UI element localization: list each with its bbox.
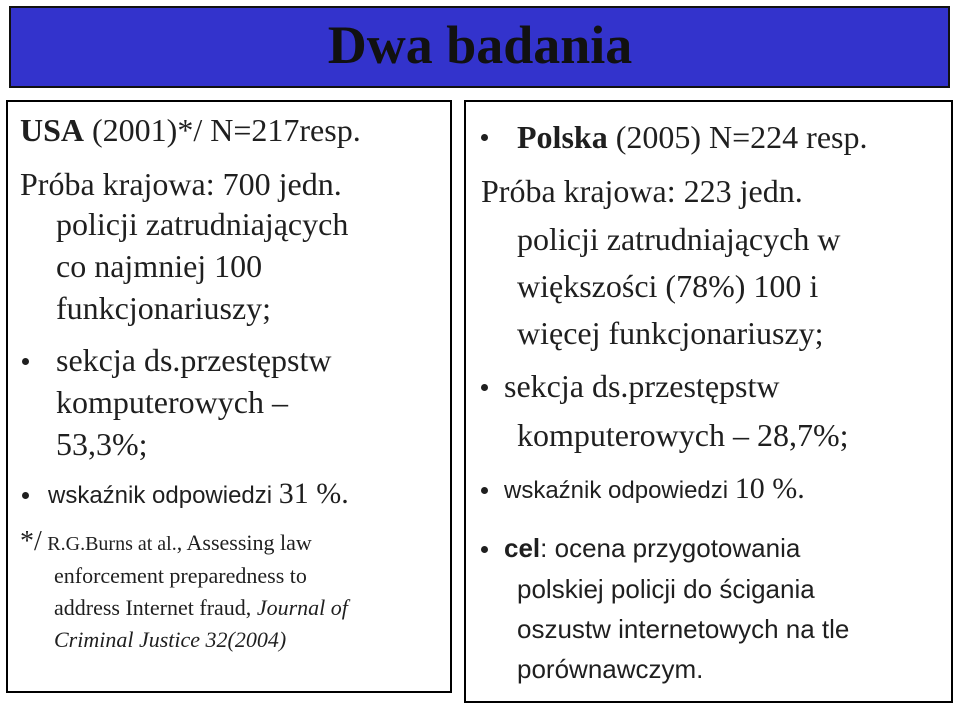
poland-item1-line1: sekcja ds.przestępstw (504, 368, 780, 404)
usa-sample-line4: funkcjonariuszy; (56, 290, 272, 326)
usa-item2-text: wskaźnik odpowiedzi (48, 482, 279, 509)
usa-heading-rest: (2001)*/ N=217resp. (84, 112, 361, 148)
usa-reference-title-start: , Assessing law (176, 530, 312, 555)
poland-goal-line3: oszustw internetowych na tle (517, 614, 850, 644)
poland-sample-line2: policji zatrudniających w (517, 221, 841, 257)
usa-bullet-1 (22, 358, 29, 365)
poland-bullet-2 (481, 487, 488, 494)
usa-heading (20, 110, 361, 150)
usa-reference-author: R.G.Burns at al. (47, 533, 177, 555)
poland-bullet-1 (481, 384, 488, 391)
poland-sample-line3: większości (78%) 100 i (517, 268, 819, 304)
usa-reference-title-end: address Internet fraud, (54, 595, 257, 620)
usa-sample-line3: co najmniej 100 (56, 248, 263, 284)
poland-goal-line4: porównawczym. (517, 654, 704, 684)
usa-reference-line4: Criminal Justice 32(2004) (54, 627, 287, 652)
poland-item2 (504, 473, 805, 507)
usa-sample-line2: policji zatrudniających (56, 206, 349, 242)
poland-heading (517, 117, 867, 157)
usa-item1-line1: sekcja ds.przestępstw (56, 342, 332, 378)
poland-goal-line1-text: : ocena przygotowania (540, 533, 801, 563)
slide-title: Dwa badania (327, 15, 633, 75)
poland-bullet-heading (481, 134, 488, 141)
poland-goal-line1 (504, 531, 800, 565)
usa-item2-value: 31 %. (278, 477, 349, 510)
usa-bullet-2 (22, 492, 29, 499)
usa-sample-line1: Próba krajowa: 700 jedn. (20, 166, 342, 202)
usa-reference-journal-start: Journal of (256, 595, 348, 620)
poland-item2-text: wskaźnik odpowiedzi (504, 477, 735, 504)
poland-item2-value: 10 %. (734, 472, 805, 505)
usa-item1-line3: 53,3%; (56, 426, 148, 462)
usa-reference-line3 (54, 594, 348, 622)
poland-item1-line2: komputerowych – 28,7%; (517, 417, 849, 453)
poland-goal-label: cel (504, 533, 541, 563)
usa-reference-line1 (20, 528, 312, 558)
poland-sample-line4: więcej funkcjonariuszy; (517, 315, 824, 351)
usa-heading-country: USA (20, 112, 85, 148)
usa-item2 (48, 478, 349, 512)
usa-reference-mark: */ (20, 526, 42, 557)
usa-reference-line2: enforcement preparedness to (54, 563, 307, 588)
poland-goal-line2: polskiej policji do ścigania (517, 574, 815, 604)
poland-heading-rest: (2005) N=224 resp. (607, 119, 868, 155)
poland-heading-country: Polska (517, 119, 608, 155)
usa-item1-line2: komputerowych – (56, 384, 288, 420)
poland-sample-line1: Próba krajowa: 223 jedn. (481, 173, 803, 209)
poland-bullet-3 (481, 546, 488, 553)
